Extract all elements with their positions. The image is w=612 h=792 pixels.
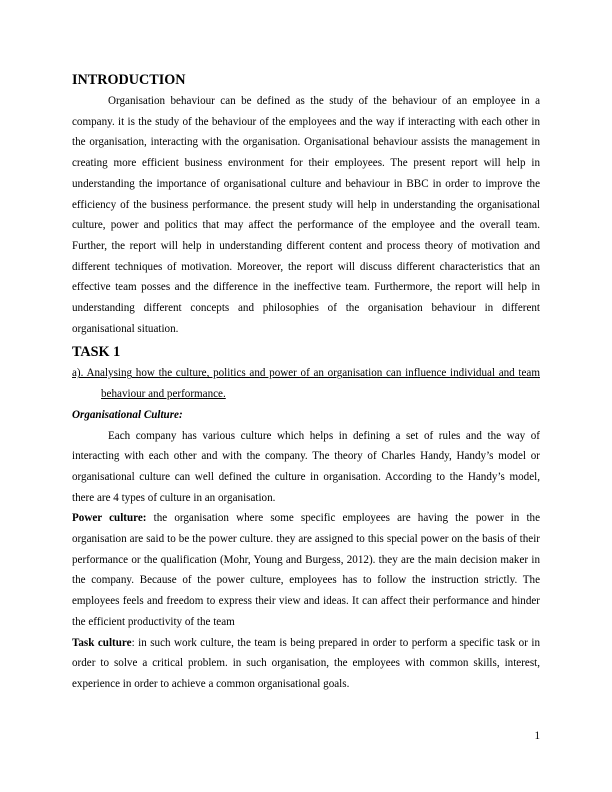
- page-number: 1: [534, 730, 540, 742]
- task-culture-term: Task culture: [72, 636, 132, 649]
- introduction-paragraph: Organisation behaviour can be defined as the study of the behaviour of an employee in a company. it is the study of the behaviour of the employees and the way if interacting with each other in the organisation, interacting with the organisation. Organisational behaviour assists the management in creating more efficient business environment for their employees. The present report will help in understanding the importance of organisational culture and behaviour in BBC in order to improve the efficiency of the business performance. the present study will help in understanding the organisational culture, power and politics that may affect the performance of the employee and the overall team. Further, the report will help in understanding different content and process theory of motivation and different techniques of motivation. Moreover, the report will discuss different characteristics that an effective team posses and the difference in the ineffective team. Furthermore, the report will help in understanding different concepts and philosophies of the organisation behaviour in different organisational situation.: [72, 95, 540, 335]
- task-culture-text: : in such work culture, the team is being prepared in order to perform a specific task or in order to solve a critical problem. in such organisation, the employees with common skills, interest, experience in order to achieve a common organisational goals.: [72, 636, 540, 690]
- power-culture-paragraph: [72, 508, 540, 632]
- task1-heading: TASK 1: [72, 344, 121, 361]
- organisational-culture-heading: Organisational Culture:: [72, 408, 183, 421]
- introduction-heading: INTRODUCTION: [72, 72, 186, 88]
- page-content: [72, 69, 540, 695]
- power-culture-term: Power culture:: [72, 512, 147, 525]
- power-culture-text: the organisation where some specific employees are having the power in the organisation are said to be the power culture. they are assigned to this special power on the basis of their performance or the qualification (Mohr, Young and Burgess, 2012). they are the main decision maker in the company. Because of the power culture, employees has to follow the instruction strictly. The employees feels and freedom to express their view and ideas. It can affect their performance and hinder the efficient productivity of the team: [72, 512, 541, 628]
- task1-subtitle: a). Analysing how the culture, politics and power of an organisation can influence individual and team behaviour and performance.: [72, 367, 540, 401]
- organisational-culture-paragraph: Each company has various culture which helps in defining a set of rules and the way of interacting with each other and with the company. The theory of Charles Handy, Handy’s model or organisational culture can well defined the culture in organisation. According to the Handy’s model, there are 4 types of culture in an organisation.: [72, 429, 540, 504]
- task-culture-paragraph: [72, 633, 540, 695]
